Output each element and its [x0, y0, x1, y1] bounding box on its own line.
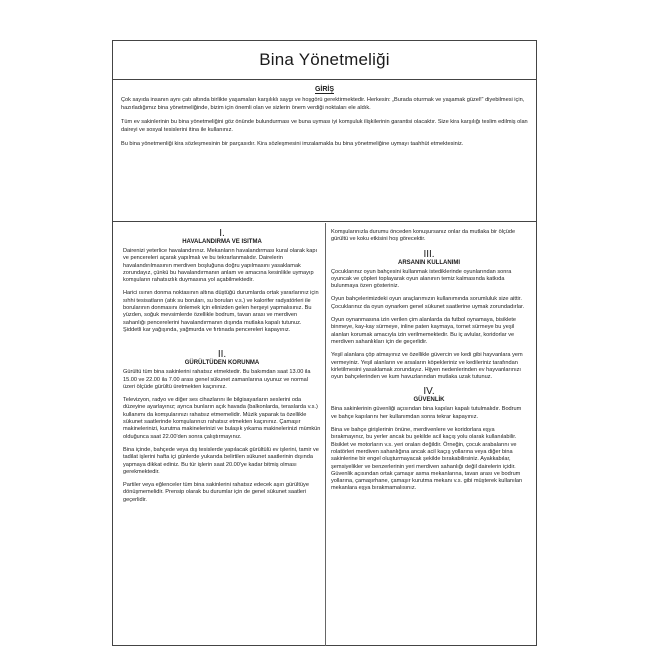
section-paragraph: Oyun bahçelerimizdeki oyun araçlarımızın kullanımında sorumluluk size aittir. Çocuklarınız da oyun oynarken genel sükunet saatlerine uymak zorundadırlar.: [331, 296, 525, 310]
body-columns: [113, 223, 536, 646]
section-paragraph: Komşularınızla durumu önceden konuşursanız onlar da mutlaka bir ölçüde gürültü ve koku etkisini hoş görecektir.: [331, 229, 516, 243]
section-ventilation: [123, 229, 321, 334]
section-paragraph: Bina sakinlerinin güvenliği açısından bina kapıları kapalı tutulmalıdır. Bodrum ve bahçe kapılarını her kullanımdan sonra tekrar kapayınız.: [331, 406, 522, 420]
section-paragraph: Gürültü tüm bina sakinlerini rahatsız etmektedir. Bu bakımdan saat 13.00 ila 15.00 ve 22.00 ila 7.00 arası genel sükunet zamanlarına uyunuz ve normal üzeri ölçüde gürültü üretmekten kaçınınız.: [123, 369, 311, 390]
section-heading: GÜRÜLTÜDEN KORUNMA: [184, 360, 260, 367]
section-noise: [123, 350, 321, 504]
intro-paragraph: Tüm ev sakinlerinin bu bina yönetmeliğini göz önünde bulundurması ve buna uyması iyi komşuluk ilişkilerinin garantisi olacaktır. Size kira karşılığı teslim edilmiş olan daireyi ve sosyal tesislerini itina ile kullanınız.: [121, 119, 528, 133]
section-paragraph: Bina içinde, bahçede veya dış tesislerde yapılacak gürültülü ev işlerini, tamir ve tadilat işlerini hafta içi günlerde yukarıda belirtilen sükunet saatlerinin dışında yapmaya dikkat ediniz. Bu tür işlerin saat 20.00'ye kadar bitmiş olması gerekmektedir.: [123, 446, 319, 475]
right-column: [331, 229, 527, 499]
section-paragraph: Harici ısının donma noktasının altına düştüğü durumlarda ortak yararlarınız için sıhhi tesisatların (atık su boruları, su boruları v.s.) ve kalorifer radyatörleri ile borularının donmasını önlemek için elinizden gelen herşeyi yapmalısınız. Bu yüzden, soğuk mevsimlerde özellikle bodrum, tavan arası ve merdiven sahanlığı pencerelerini havalandırmanın dışında mutlaka kapalı tutunuz. Şiddetli kar yağışında, yağmurda ve fırtınada pencereleri kapayınız.: [123, 290, 319, 333]
section-numeral: I.: [219, 228, 225, 239]
section-heading: GÜVENLİK: [413, 397, 445, 404]
section-land-use: [331, 250, 527, 382]
section-paragraph: Televizyon, radyo ve diğer ses cihazlarını ile bilgisayarların seslerini oda düzeyine ayarlayınız; ayrıca bunların açık havada (balkonlarda, teraslarda v.s.) kullanımı da komşularınızı rahatsız etmemelidir. Müzik yaparak ta özellikle sükunet saatlerinde komşularınızı rahatsız etmekten kaçınınız. Çamaşır makinelerinizi, kurutma makinelerinizi ve bulaşık yıkama makinelerinizi mümkün olduğunca saat 22.00'den sonra çalıştırmayınız.: [123, 397, 321, 440]
intro-paragraph: Bu bina yönetmenliği kira sözleşmesinin bir parçasıdır. Kira sözleşmesini imzalamakla bu bina yönetmeliğine uymayı taahhüt etmektesiniz.: [121, 141, 464, 147]
section-paragraph: Yeşil alanlara çöp atmayınız ve özellikle güvercin ve kedi gibi hayvanlara yem vermeyiniz. Yeşil alanların ve arsaların köpekleriniz ve kedileriniz tarafından kirletilmesini yasaklamak zorundayız. Hijyen nedenlerinden ev hayvanlarınızı oyun bahçelerinden ve kum havuzlarından mutlaka uzak tutunuz.: [331, 352, 523, 381]
section-numeral: III.: [423, 248, 435, 260]
section-paragraph: Oyun oynanmasına izin verilen çim alanlarda da futbol oynamaya, bisiklete binmeye, kay-kay sürmeye, inline paten kaymaya, tornet sürmeye bu yeşil alanları korumak amacıyla izin verilmemektedir. Bu iç avlular, koridorlar ve merdiven sahanlıkları için de geçerlidir.: [331, 317, 517, 345]
section-heading: ARSANIN KULLANIMI: [398, 259, 460, 266]
section-numeral: II.: [217, 349, 227, 361]
section-noise-continued: [331, 229, 527, 244]
section-security: [331, 387, 527, 492]
intro-section: [113, 80, 536, 222]
section-paragraph: Çocuklarınız oyun bahçesini kullanmak istediklerinde oyunlarından sonra oyuncak ve çöpleri toplayarak oyun alanının temiz kalmasında katkıda bulunmaya özen gösteriniz.: [331, 268, 512, 290]
section-paragraph: Bina ve bahçe girişlerinin önüne, merdivenlere ve koridorlara eşya bırakmayınız, bu yerler ancak bu şekilde acil kaçış yolu olarak kullanılabilir. Bisiklet ve motorların v.s. yeri oraları değildir. Örneğin, çocuk arabalarını ve rolatörleri merdiven sahanlığına ancak acil kaçış yollarına veya diğer bina sakinlerine bir engel oluşturmayacak şekilde bırakabilirsiniz. Ayakkabılar, şemsiyelikler ve benzerlerinin yeri merdiven sahanlığı değil dairelerin içidir. Güvenlik açısından ortak çamaşır asma mekanlarına, tavan arası ve bodrum yollarına, çamaşırhane, çamaşır kurutma mekanı v.s. gibi müşterek kullanılan mekanlara eşya bırakmamalısınız.: [331, 427, 523, 492]
page-title: Bina Yönetmeliği: [259, 50, 390, 69]
section-paragraph: Partiler veya eğlenceler tüm bina sakinlerini rahatsız edecek aşırı gürültüye dönüşmemelidir. Prensip olarak bu durumlar için de genel sükunet saatleri geçerlidir.: [123, 482, 309, 503]
title-box: [113, 41, 536, 80]
left-column: [123, 229, 321, 510]
column-divider: [325, 223, 326, 646]
section-paragraph: Dairenizi yeterlice havalandırınız. Mekanların havalandırması kural olarak kapı ve pencereleri açarak yapılmalı ve bu tekrarlanmalıdır. Dairelerin havalandırılmasının merdiven boşluğuna doğru yapılmasını yasaklamak zorundayız, çünkü bu havalandırmanın anlam ve amacına kesinlikle uymayıp komşuların rahatsızlık duymasına yol açabilmektedir.: [123, 248, 318, 284]
section-heading: HAVALANDIRMA VE ISITMA: [182, 239, 262, 245]
intro-heading: GİRİŞ: [314, 86, 335, 93]
intro-paragraph: Çok sayıda insanın aynı çatı altında birlikte yaşamaları karşılıklı saygı ve hoşgörü gerektirmektedir. Herkesin: „Burada oturmak ve yaşamak güzel!“ diyebilmesi için, hazırladığımız bina yönetmeliğinde, bizim için önemli olan ve sizlerin önem verdiği noktaları ele aldık.: [121, 97, 525, 111]
regulation-sheet: [112, 40, 537, 646]
section-numeral: IV.: [423, 386, 435, 398]
